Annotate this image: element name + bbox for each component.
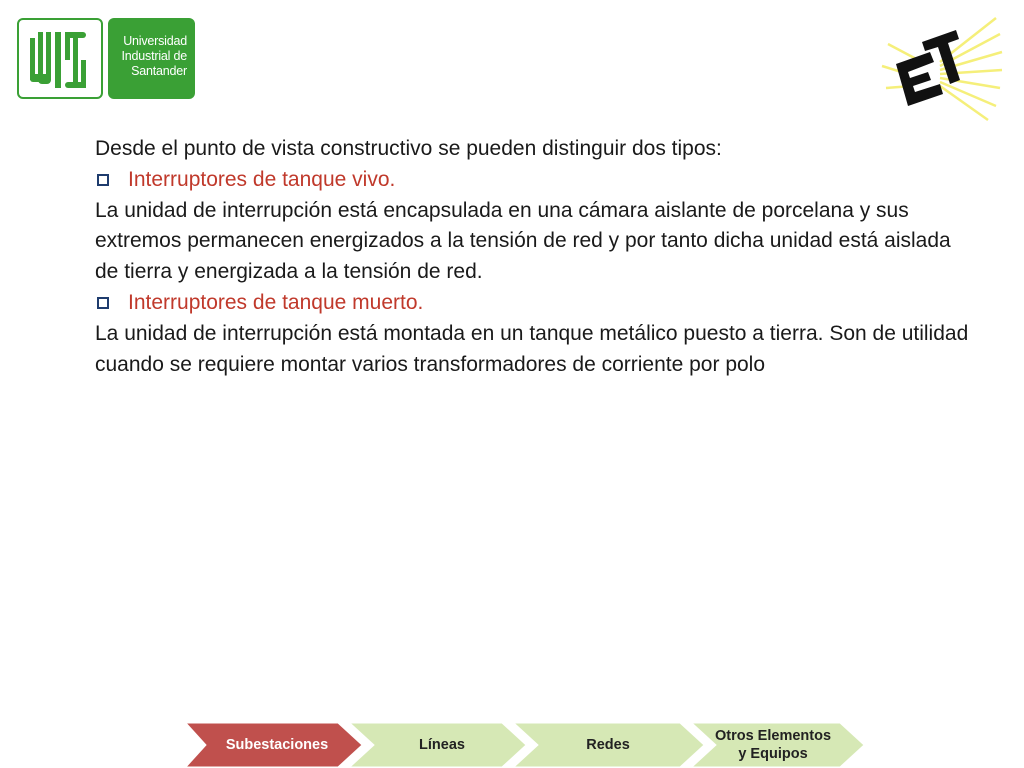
checkbox-bullet-icon xyxy=(97,174,109,186)
checkbox-bullet-icon xyxy=(97,297,109,309)
et-logo-icon xyxy=(878,14,1003,122)
nav-label-lineas[interactable]: Líneas xyxy=(419,737,465,753)
section-nav xyxy=(186,722,866,768)
uis-logo xyxy=(17,18,195,99)
uis-name-line-2: Industrial de xyxy=(121,49,187,63)
nav-label-redes[interactable]: Redes xyxy=(586,737,630,753)
bullet-label-tanque-vivo: Interruptores de tanque vivo. xyxy=(128,167,396,191)
uis-monogram-icon xyxy=(28,30,94,90)
uis-mark xyxy=(17,18,103,99)
nav-label-subestaciones[interactable]: Subestaciones xyxy=(225,737,329,753)
main-content xyxy=(95,134,975,380)
et-logo xyxy=(878,14,1003,122)
uis-name-line-3: Santander xyxy=(131,64,187,78)
paragraph-tanque-vivo: La unidad de interrupción está encapsulada en una cámara aislante de porcelana y sus extremos permanecen energizados a la tensión de red y por tanto dicha unidad está aislada de tierra y energizada a la tensión de red. xyxy=(95,198,951,284)
intro-text: Desde el punto de vista constructivo se pueden distinguir dos tipos: xyxy=(95,137,722,160)
nav-label-otros-line-1: Otros Elementos xyxy=(714,728,832,744)
paragraph-tanque-muerto: La unidad de interrupción está montada en un tanque metálico puesto a tierra. Son de utilidad cuando se requiere montar varios transformadores de corriente por polo xyxy=(95,321,969,376)
nav-label-otros-line-2: y Equipos xyxy=(738,746,808,762)
bullet-item-tanque-vivo xyxy=(95,165,975,196)
uis-name-line-1: Universidad xyxy=(123,34,187,48)
bullet-item-tanque-muerto xyxy=(95,288,975,319)
uis-name-panel xyxy=(108,18,195,99)
nav-label-otros[interactable] xyxy=(700,722,846,768)
bullet-label-tanque-muerto: Interruptores de tanque muerto. xyxy=(128,290,424,314)
